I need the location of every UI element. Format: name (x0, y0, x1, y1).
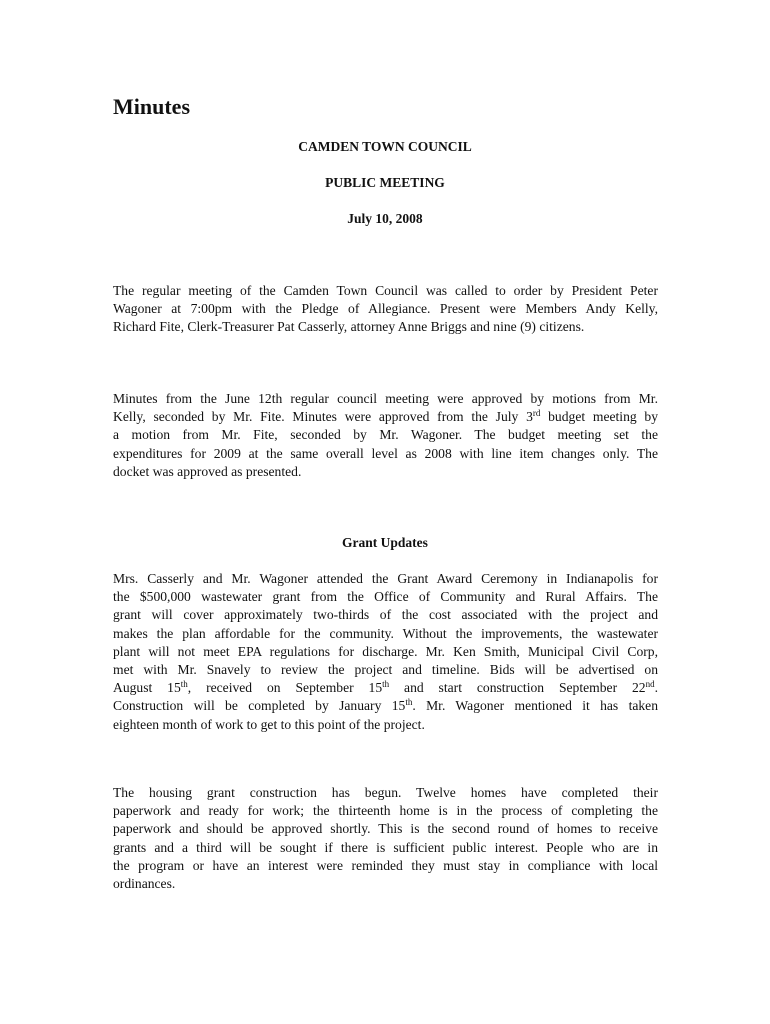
paragraph-line (113, 408, 658, 426)
paragraph-line: eighteen month of work to get to this point of the project. (113, 716, 425, 732)
paragraph-line: paperwork and should be approved shortly. This is the second round of homes to receive (113, 821, 658, 837)
document-title: Minutes (113, 94, 190, 119)
ordinal-suffix: nd (645, 679, 655, 690)
grant-ceremony-paragraph (113, 570, 658, 734)
line-text: Kelly, seconded by Mr. Fite. Minutes were approved from the July 3 (113, 409, 533, 425)
paragraph-line: a motion from Mr. Fite, seconded by Mr. Wagoner. The budget meeting set the (113, 427, 658, 443)
ordinal-suffix: th (180, 679, 188, 690)
paragraph-line: The regular meeting of the Camden Town Council was called to order by President Peter (113, 283, 658, 298)
line-text: . (654, 680, 658, 696)
line-text: Construction will be completed by January 15 (113, 698, 406, 714)
paragraph-line: expenditures for 2009 at the same overall level as 2008 with line item changes only. The (113, 445, 658, 461)
paragraph-line: paperwork and ready for work; the thirteenth home is in the process of completing the (113, 803, 658, 819)
line-text: and start construction September 22 (389, 680, 646, 696)
housing-grant-paragraph (113, 784, 658, 893)
minutes-approval-paragraph (113, 390, 658, 481)
paragraph-line: grant will cover approximately two-thirds of the cost associated with the project and (113, 607, 658, 623)
line-text: . Mr. Wagoner mentioned it has taken (412, 698, 659, 714)
paragraph-line: the $500,000 wastewater grant from the Office of Community and Rural Affairs. The (113, 589, 658, 605)
paragraph-line (113, 679, 658, 697)
paragraph-line: plant will not meet EPA regulations for discharge. Mr. Ken Smith, Municipal Civil Corp, (113, 643, 658, 659)
line-text: , received on September 15 (187, 680, 383, 696)
paragraph-line (113, 697, 658, 715)
meeting-date-heading: July 10, 2008 (347, 211, 423, 226)
paragraph-line: grants and a third will be sought if there is sufficient public interest. People who are in (113, 839, 658, 855)
paragraph-line: Minutes from the June 12th regular council meeting were approved by motions from Mr. (113, 391, 658, 406)
paragraph-line: the program or have an interest were reminded they must stay in compliance with local (113, 857, 658, 873)
paragraph-line: ordinances. (113, 876, 176, 892)
opening-paragraph (113, 282, 658, 337)
paragraph-line: Richard Fite, Clerk-Treasurer Pat Casserly, attorney Anne Briggs and nine (9) citizens. (113, 319, 585, 335)
meeting-type-heading: PUBLIC MEETING (325, 175, 445, 190)
ordinal-suffix: rd (532, 408, 541, 419)
paragraph-line: The housing grant construction has begun. Twelve homes have completed their (113, 785, 658, 800)
line-text: August 15 (113, 680, 181, 696)
paragraph-line: Mrs. Casserly and Mr. Wagoner attended the Grant Award Ceremony in Indianapolis for (113, 571, 658, 586)
line-text: budget meeting by (540, 409, 658, 425)
paragraph-line: makes the plan affordable for the community. Without the improvements, the wastewater (113, 625, 658, 641)
council-name-heading: CAMDEN TOWN COUNCIL (298, 139, 472, 154)
grant-updates-heading: Grant Updates (342, 535, 428, 550)
paragraph-line: docket was approved as presented. (113, 463, 302, 479)
ordinal-suffix: th (382, 679, 390, 690)
paragraph-line: Wagoner at 7:00pm with the Pledge of Allegiance. Present were Members Andy Kelly, (113, 301, 658, 317)
ordinal-suffix: th (405, 697, 413, 708)
paragraph-line: met with Mr. Snavely to review the project and timeline. Bids will be advertised on (113, 662, 658, 678)
